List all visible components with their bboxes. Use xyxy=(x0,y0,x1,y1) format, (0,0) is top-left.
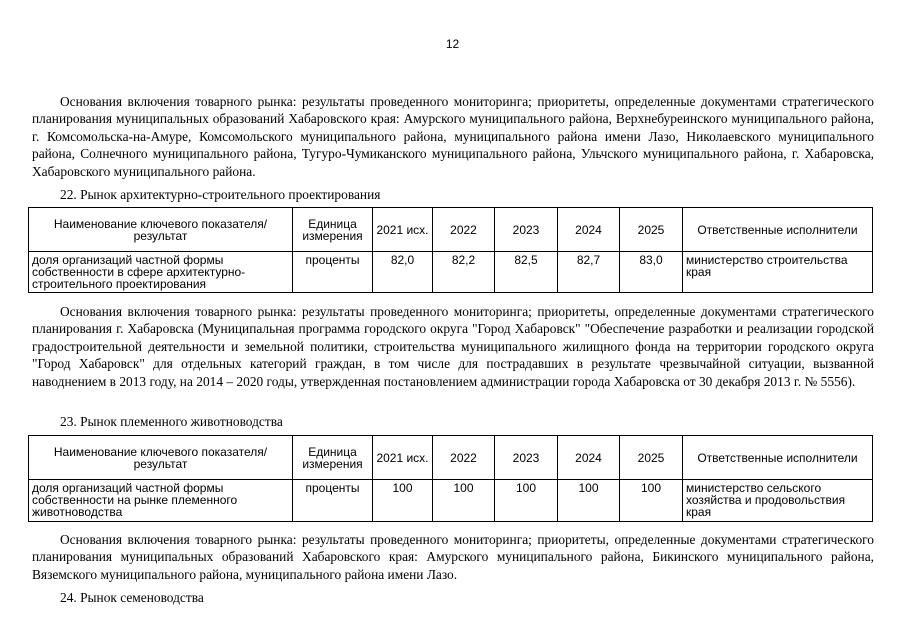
heading-section-24: 24. Рынок семеноводства xyxy=(60,590,204,605)
indicator-cell: доля организаций частной формы собственности на рынке племенного животноводства xyxy=(29,480,293,522)
col-indicator-header: Наименование ключевого показателя/результат xyxy=(29,208,293,252)
col-2022-header: 2022 xyxy=(433,208,495,252)
col-2025-header: 2025 xyxy=(620,208,683,252)
value-2023-cell: 100 xyxy=(495,480,558,522)
col-2024-header: 2024 xyxy=(558,208,620,252)
col-2023-header: 2023 xyxy=(495,436,558,480)
value-2024-cell: 100 xyxy=(558,480,620,522)
value-2025-cell: 100 xyxy=(620,480,683,522)
col-responsible-header: Ответственные исполнители xyxy=(683,436,873,480)
paragraph-market-basis-1: Основания включения товарного рынка: результаты проведенного мониторинга; приоритеты, определенные документами стратегического планирования муниципальных образований Хабаровского края: Амурского муниципального района, Верхнебуреинского муниципального района, г. Комсомольска-на-Амуре, Комсомольского муниципального района, муниципального района имени Лазо, Николаевского муниципального района, Солнечного муниципального района, Тугуро-Чумиканского муниципального района, Ульчского муниципального района, г. Хабаровска, Хабаровского муниципального района. xyxy=(32,94,874,179)
heading-section-23: 23. Рынок племенного животноводства xyxy=(60,414,283,429)
unit-cell: проценты xyxy=(293,480,373,522)
value-2025-cell: 83,0 xyxy=(620,252,683,293)
table-section-22 xyxy=(28,207,873,293)
col-2021-header: 2021 исх. xyxy=(373,208,433,252)
table-header-row xyxy=(29,208,873,252)
col-2023-header: 2023 xyxy=(495,208,558,252)
col-2022-header: 2022 xyxy=(433,436,495,480)
indicator-cell: доля организаций частной формы собственности в сфере архитектурно-строительного проектирования xyxy=(29,252,293,293)
value-2021-cell: 100 xyxy=(373,480,433,522)
paragraph-market-basis-2: Основания включения товарного рынка: результаты проведенного мониторинга; приоритеты, определенные документами стратегического планирования г. Хабаровска (Муниципальная программа городского округа "Город Хабаровск" "Обеспечение разработки и реализации городской градостроительной деятельности и земельной политики, строительства муниципального жилищного фонда на территории городского округа "Город Хабаровск" для отдельных категорий граждан, в том числе для пострадавших в результате чрезвычайной ситуации, вызванной наводнением в 2013 году, на 2014 – 2020 годы, утвержденная постановлением администрации города Хабаровска от 30 декабря 2013 г. № 5556). xyxy=(32,304,874,389)
value-2024-cell: 82,7 xyxy=(558,252,620,293)
col-unit-header: Единица измерения xyxy=(293,208,373,252)
value-2023-cell: 82,5 xyxy=(495,252,558,293)
paragraph-market-basis-3: Основания включения товарного рынка: результаты проведенного мониторинга; приоритеты, определенные документами стратегического планирования муниципальных образований Хабаровского края: Амурского муниципального района, Бикинского муниципального района, Вяземского муниципального района, муниципального района имени Лазо. xyxy=(32,532,874,582)
col-responsible-header: Ответственные исполнители xyxy=(683,208,873,252)
col-2021-header: 2021 исх. xyxy=(373,436,433,480)
table-row xyxy=(29,480,873,522)
col-2024-header: 2024 xyxy=(558,436,620,480)
table-section-23 xyxy=(28,435,873,522)
responsible-cell: министерство строительства края xyxy=(683,252,873,293)
table-row xyxy=(29,252,873,293)
col-unit-header: Единица измерения xyxy=(293,436,373,480)
heading-section-22: 22. Рынок архитектурно-строительного проектирования xyxy=(60,187,381,202)
page-number: 12 xyxy=(445,37,460,51)
value-2022-cell: 82,2 xyxy=(433,252,495,293)
responsible-cell: министерство сельского хозяйства и продовольствия края xyxy=(683,480,873,522)
col-2025-header: 2025 xyxy=(620,436,683,480)
value-2021-cell: 82,0 xyxy=(373,252,433,293)
value-2022-cell: 100 xyxy=(433,480,495,522)
table-header-row xyxy=(29,436,873,480)
col-indicator-header: Наименование ключевого показателя/результат xyxy=(29,436,293,480)
unit-cell: проценты xyxy=(293,252,373,293)
